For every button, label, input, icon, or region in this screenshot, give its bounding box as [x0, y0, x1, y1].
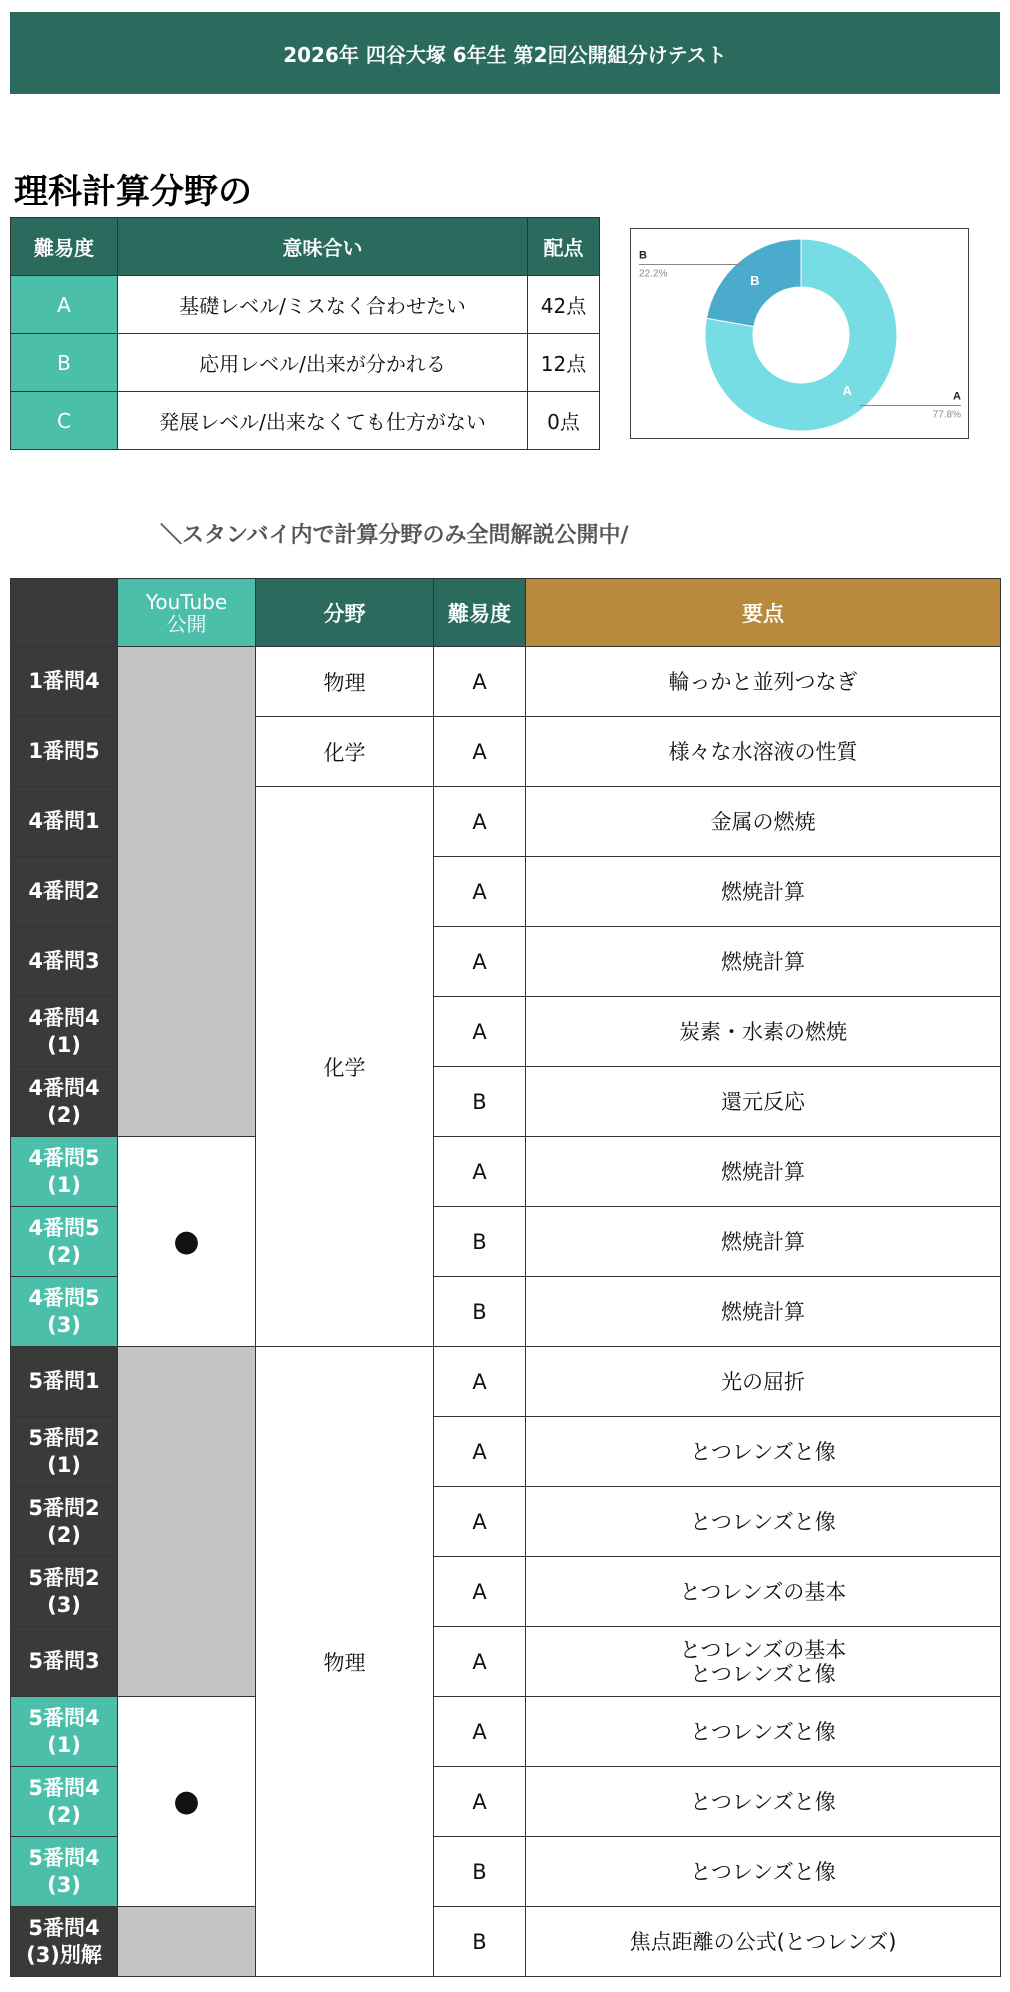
- point-cell: [526, 1767, 1001, 1837]
- question-number: 4番問2: [28, 879, 100, 903]
- table-row: [11, 1137, 1001, 1207]
- question-number: 4番問5: [28, 1145, 100, 1170]
- questions-table: [10, 578, 1001, 1977]
- youtube-published-mark: ●: [118, 1137, 256, 1347]
- difficulty-points: 12点: [528, 334, 600, 392]
- point-line1: とつレンズの基本: [679, 1637, 847, 1662]
- question-cell: [11, 927, 118, 997]
- point-line2: とつレンズと像: [690, 1661, 836, 1686]
- difficulty-row: [11, 334, 600, 392]
- youtube-published-mark: ●: [118, 1697, 256, 1907]
- question-sub: (2): [47, 1522, 81, 1547]
- section-title: 理科計算分野の: [14, 172, 252, 212]
- question-cell: [11, 1557, 118, 1627]
- difficulty-level: C: [11, 392, 118, 450]
- point-line1: とつレンズと像: [690, 1439, 836, 1464]
- point-line1: とつレンズと像: [690, 1789, 836, 1814]
- table-row: [11, 1697, 1001, 1767]
- point-cell: [526, 717, 1001, 787]
- youtube-cell-unpublished: [118, 1347, 256, 1697]
- difficulty-points: 42点: [528, 276, 600, 334]
- question-number: 1番問4: [28, 669, 100, 693]
- donut-callout-value: 22.2%: [639, 268, 668, 280]
- field-cell: 化学: [256, 787, 434, 1347]
- point-line1: とつレンズと像: [690, 1859, 836, 1884]
- point-cell: [526, 787, 1001, 857]
- point-cell: [526, 1207, 1001, 1277]
- question-sub: (1): [47, 1172, 81, 1197]
- difficulty-cell: B: [434, 1907, 526, 1977]
- point-cell: [526, 857, 1001, 927]
- question-number: 1番問5: [28, 739, 100, 763]
- point-line1: 光の屈折: [721, 1369, 805, 1394]
- difficulty-cell: A: [434, 1697, 526, 1767]
- point-cell: [526, 997, 1001, 1067]
- difficulty-meaning: 発展レベル/出来なくても仕方がない: [118, 392, 528, 450]
- question-number: 4番問1: [28, 809, 100, 833]
- difficulty-table-header: [11, 218, 600, 276]
- question-cell: [11, 1067, 118, 1137]
- question-sub: (3): [47, 1312, 81, 1337]
- difficulty-meaning: 基礎レベル/ミスなく合わせたい: [118, 276, 528, 334]
- point-line1: 金属の燃焼: [710, 809, 816, 834]
- question-sub: (3): [47, 1872, 81, 1897]
- header-point: 要点: [526, 579, 1001, 647]
- point-line1: 焦点距離の公式(とつレンズ): [629, 1929, 897, 1954]
- point-line1: 燃焼計算: [721, 879, 805, 904]
- difficulty-cell: B: [434, 1067, 526, 1137]
- question-number: 5番問4: [28, 1915, 100, 1940]
- point-line1: 様々な水溶液の性質: [668, 739, 858, 764]
- point-cell: [526, 647, 1001, 717]
- difficulty-cell: A: [434, 1137, 526, 1207]
- point-cell: [526, 1417, 1001, 1487]
- question-number: 5番問2: [28, 1425, 100, 1450]
- point-line1: 輪っかと並列つなぎ: [668, 669, 858, 694]
- difficulty-cell: A: [434, 717, 526, 787]
- question-number: 5番問4: [28, 1705, 100, 1730]
- youtube-cell-unpublished: [118, 1907, 256, 1977]
- question-cell: [11, 997, 118, 1067]
- banner-text: ＼スタンバイ内で計算分野のみ全問解説公開中/: [160, 523, 629, 548]
- difficulty-cell: A: [434, 857, 526, 927]
- question-sub: (2): [47, 1102, 81, 1127]
- donut-chart-svg: [631, 229, 968, 438]
- youtube-cell-unpublished: [118, 647, 256, 1137]
- difficulty-cell: A: [434, 997, 526, 1067]
- header-difficulty: 難易度: [434, 579, 526, 647]
- difficulty-row: [11, 392, 600, 450]
- question-cell: [11, 787, 118, 857]
- difficulty-cell: B: [434, 1277, 526, 1347]
- point-line1: とつレンズと像: [690, 1509, 836, 1534]
- question-number: 4番問5: [28, 1215, 100, 1240]
- question-cell: [11, 1347, 118, 1417]
- difficulty-cell: A: [434, 1417, 526, 1487]
- question-sub: (1): [47, 1732, 81, 1757]
- question-number: 5番問2: [28, 1565, 100, 1590]
- difficulty-level: A: [11, 276, 118, 334]
- question-sub: (1): [47, 1032, 81, 1057]
- point-cell: [526, 1067, 1001, 1137]
- difficulty-cell: A: [434, 787, 526, 857]
- difficulty-row: [11, 276, 600, 334]
- question-cell: [11, 1487, 118, 1557]
- difficulty-cell: A: [434, 1557, 526, 1627]
- donut-callout-category: B: [639, 249, 647, 262]
- question-cell: [11, 1767, 118, 1837]
- donut-slice-label: A: [842, 383, 852, 399]
- field-cell: 物理: [256, 647, 434, 717]
- header-difficulty: 難易度: [11, 218, 118, 276]
- point-line1: 燃焼計算: [721, 1299, 805, 1324]
- header-youtube-line1: YouTube: [145, 589, 228, 614]
- question-number: 5番問2: [28, 1495, 100, 1520]
- point-line1: 炭素・水素の燃焼: [679, 1019, 847, 1044]
- header-meaning: 意味合い: [118, 218, 528, 276]
- question-cell: [11, 717, 118, 787]
- point-cell: [526, 1907, 1001, 1977]
- difficulty-cell: A: [434, 1347, 526, 1417]
- question-sub: (1): [47, 1452, 81, 1477]
- question-cell: [11, 1137, 118, 1207]
- point-cell: [526, 1487, 1001, 1557]
- header-title: 2026年 四谷大塚 6年生 第2回公開組分けテスト: [283, 42, 727, 67]
- point-line1: 燃焼計算: [721, 1229, 805, 1254]
- point-line1: 燃焼計算: [721, 949, 805, 974]
- point-cell: [526, 1837, 1001, 1907]
- question-sub: (2): [47, 1802, 81, 1827]
- header-youtube-line2: 公開: [166, 611, 207, 636]
- table-row: [11, 1347, 1001, 1417]
- field-cell: 物理: [256, 1347, 434, 1977]
- table-row: [11, 647, 1001, 717]
- question-number: 5番問4: [28, 1845, 100, 1870]
- question-cell: [11, 1277, 118, 1347]
- point-cell: [526, 1557, 1001, 1627]
- difficulty-cell: A: [434, 927, 526, 997]
- question-number: 4番問3: [28, 949, 100, 973]
- donut-callout-category: A: [953, 390, 961, 403]
- difficulty-level: B: [11, 334, 118, 392]
- donut-slice-label: B: [750, 272, 760, 288]
- donut-callout-value: 77.8%: [932, 409, 961, 421]
- question-sub: (3): [47, 1592, 81, 1617]
- header-youtube: [118, 579, 256, 647]
- point-line1: 還元反応: [721, 1089, 805, 1114]
- point-line1: とつレンズと像: [690, 1719, 836, 1744]
- question-sub: (3)別解: [26, 1942, 102, 1967]
- header-points: 配点: [528, 218, 600, 276]
- point-cell: [526, 927, 1001, 997]
- question-number: 5番問4: [28, 1775, 100, 1800]
- point-cell: [526, 1137, 1001, 1207]
- question-cell: [11, 647, 118, 717]
- difficulty-cell: A: [434, 1767, 526, 1837]
- question-cell: [11, 1907, 118, 1977]
- question-cell: [11, 857, 118, 927]
- question-cell: [11, 1207, 118, 1277]
- difficulty-cell: B: [434, 1207, 526, 1277]
- difficulty-table: [10, 217, 600, 450]
- questions-table-header: [11, 579, 1001, 647]
- difficulty-points: 0点: [528, 392, 600, 450]
- question-cell: [11, 1627, 118, 1697]
- question-cell: [11, 1837, 118, 1907]
- point-cell: [526, 1697, 1001, 1767]
- question-number: 5番問3: [28, 1649, 100, 1673]
- question-cell: [11, 1697, 118, 1767]
- question-cell: [11, 1417, 118, 1487]
- point-line1: とつレンズの基本: [679, 1579, 847, 1604]
- page-header: [10, 12, 1000, 94]
- point-cell: [526, 1347, 1001, 1417]
- donut-chart: [630, 228, 969, 439]
- question-number: 4番問4: [28, 1005, 100, 1030]
- header-field: 分野: [256, 579, 434, 647]
- field-cell: 化学: [256, 717, 434, 787]
- difficulty-cell: A: [434, 647, 526, 717]
- question-sub: (2): [47, 1242, 81, 1267]
- difficulty-meaning: 応用レベル/出来が分かれる: [118, 334, 528, 392]
- point-cell: [526, 1277, 1001, 1347]
- question-number: 4番問4: [28, 1075, 100, 1100]
- difficulty-cell: A: [434, 1487, 526, 1557]
- question-number: 5番問1: [28, 1369, 100, 1393]
- difficulty-cell: A: [434, 1627, 526, 1697]
- point-cell: [526, 1627, 1001, 1697]
- difficulty-cell: B: [434, 1837, 526, 1907]
- header-question: [11, 579, 118, 647]
- point-line1: 燃焼計算: [721, 1159, 805, 1184]
- table-row: [11, 1907, 1001, 1977]
- question-number: 4番問5: [28, 1285, 100, 1310]
